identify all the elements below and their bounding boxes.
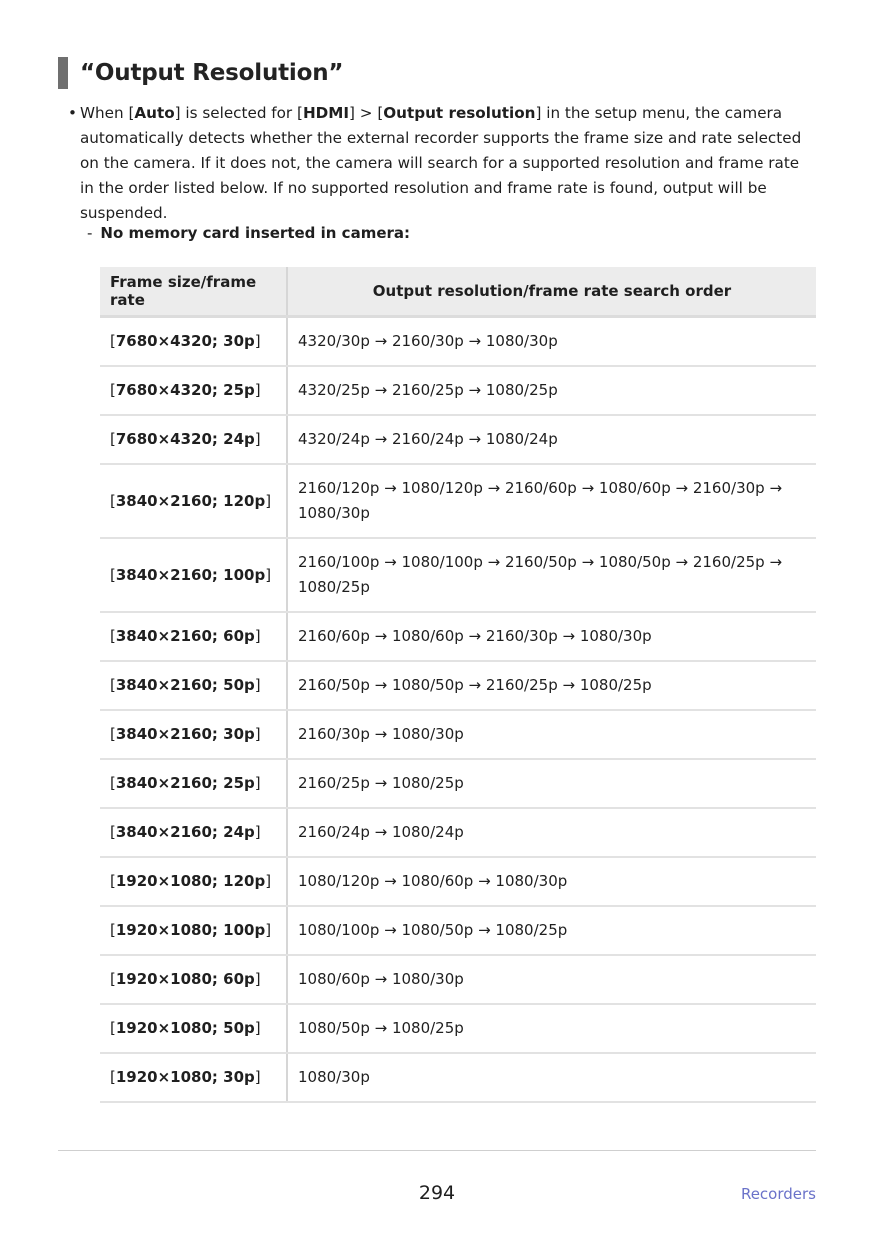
table-body bbox=[100, 317, 816, 1103]
frame-size-cell: [3840×2160; 60p] bbox=[100, 612, 287, 661]
bullet-text-segment: When [ bbox=[80, 104, 135, 122]
table-row bbox=[100, 612, 816, 661]
frame-size-cell: [3840×2160; 30p] bbox=[100, 710, 287, 759]
table-row bbox=[100, 366, 816, 415]
frame-size-value: 1920×1080; 100p bbox=[115, 921, 266, 939]
search-order-table bbox=[100, 267, 816, 1103]
search-order-cell: 2160/24p → 1080/24p bbox=[287, 808, 816, 857]
subheading-dash: - bbox=[87, 224, 93, 242]
bullet-paragraph bbox=[68, 101, 808, 226]
frame-size-cell: [1920×1080; 30p] bbox=[100, 1053, 287, 1102]
bullet-text-segment: ] in the setup menu, the camera automatically detects whether the external recorder supports the frame size and rate selected on the camera. If it does not, the camera will search for a supported resolution and frame rate in the order listed below. If no supported resolution and frame rate is found, output will be suspended. bbox=[80, 104, 802, 222]
frame-size-cell: [1920×1080; 50p] bbox=[100, 1004, 287, 1053]
menu-term: Auto bbox=[134, 104, 175, 122]
frame-size-value: 3840×2160; 120p bbox=[115, 491, 266, 510]
frame-size-value: 7680×4320; 24p bbox=[115, 430, 255, 448]
frame-size-value: 3840×2160; 24p bbox=[115, 823, 255, 841]
section-link-recorders[interactable]: Recorders bbox=[740, 1185, 816, 1203]
search-order-cell: 4320/25p → 2160/25p → 1080/25p bbox=[287, 366, 816, 415]
search-order-cell: 2160/60p → 1080/60p → 2160/30p → 1080/30p bbox=[287, 612, 816, 661]
frame-size-cell: [7680×4320; 24p] bbox=[100, 415, 287, 464]
frame-size-value: 3840×2160; 30p bbox=[115, 725, 255, 743]
heading-title: “Output Resolution” bbox=[80, 60, 344, 86]
table-header-row bbox=[100, 267, 816, 317]
search-order-cell: 4320/24p → 2160/24p → 1080/24p bbox=[287, 415, 816, 464]
menu-term: HDMI bbox=[302, 104, 350, 122]
search-order-cell: 1080/60p → 1080/30p bbox=[287, 955, 816, 1004]
menu-term: Output resolution bbox=[383, 104, 536, 122]
table-row bbox=[100, 808, 816, 857]
bullet-text bbox=[80, 101, 808, 226]
frame-size-value: 1920×1080; 50p bbox=[115, 1019, 255, 1037]
bullet-text-segment: ] > [ bbox=[349, 104, 384, 122]
search-order-cell: 1080/50p → 1080/25p bbox=[287, 1004, 816, 1053]
search-order-cell: 4320/30p → 2160/30p → 1080/30p bbox=[287, 317, 816, 367]
frame-size-value: 1920×1080; 60p bbox=[115, 970, 255, 988]
frame-size-cell: [3840×2160; 50p] bbox=[100, 661, 287, 710]
bullet-text-segment: ] is selected for [ bbox=[174, 104, 303, 122]
column-header-frame-size: Frame size/frame rate bbox=[100, 267, 287, 317]
frame-size-cell: [7680×4320; 25p] bbox=[100, 366, 287, 415]
table-row bbox=[100, 661, 816, 710]
frame-size-cell: [3840×2160; 120p] bbox=[100, 464, 287, 538]
frame-size-cell: [1920×1080; 60p] bbox=[100, 955, 287, 1004]
bullet-dot-icon: • bbox=[68, 104, 77, 122]
subheading bbox=[87, 222, 410, 244]
table-row bbox=[100, 759, 816, 808]
frame-size-value: 7680×4320; 25p bbox=[115, 381, 255, 399]
table-row bbox=[100, 464, 816, 538]
table-row bbox=[100, 710, 816, 759]
footer-divider bbox=[58, 1150, 816, 1151]
subheading-text: No memory card inserted in camera: bbox=[100, 224, 411, 242]
search-order-cell: 1080/30p bbox=[287, 1053, 816, 1102]
table-row bbox=[100, 538, 816, 612]
frame-size-value: 7680×4320; 30p bbox=[115, 332, 255, 350]
table-row bbox=[100, 1053, 816, 1102]
frame-size-cell: [3840×2160; 100p] bbox=[100, 538, 287, 612]
table-row bbox=[100, 955, 816, 1004]
section-heading bbox=[58, 56, 343, 90]
column-header-search-order: Output resolution/frame rate search order bbox=[287, 267, 816, 317]
frame-size-cell: [7680×4320; 30p] bbox=[100, 317, 287, 367]
frame-size-value: 3840×2160; 60p bbox=[115, 627, 255, 645]
frame-size-value: 1920×1080; 120p bbox=[115, 872, 266, 890]
search-order-cell: 2160/25p → 1080/25p bbox=[287, 759, 816, 808]
table-row bbox=[100, 906, 816, 955]
frame-size-value: 3840×2160; 50p bbox=[115, 676, 255, 694]
frame-size-cell: [3840×2160; 25p] bbox=[100, 759, 287, 808]
frame-size-value: 3840×2160; 100p bbox=[115, 565, 266, 584]
search-order-cell: 2160/30p → 1080/30p bbox=[287, 710, 816, 759]
search-order-cell: 2160/120p → 1080/120p → 2160/60p → 1080/60p → 2160/30p → 1080/30p bbox=[287, 464, 816, 538]
frame-size-cell: [1920×1080; 100p] bbox=[100, 906, 287, 955]
search-order-cell: 1080/120p → 1080/60p → 1080/30p bbox=[287, 857, 816, 906]
table-row bbox=[100, 1004, 816, 1053]
table-row bbox=[100, 857, 816, 906]
heading-accent-bar bbox=[58, 57, 68, 89]
frame-size-value: 1920×1080; 30p bbox=[115, 1068, 255, 1086]
table-row bbox=[100, 415, 816, 464]
search-order-cell: 1080/100p → 1080/50p → 1080/25p bbox=[287, 906, 816, 955]
table-row bbox=[100, 317, 816, 367]
page-number: 294 bbox=[418, 1182, 456, 1204]
frame-size-cell: [3840×2160; 24p] bbox=[100, 808, 287, 857]
frame-size-cell: [1920×1080; 120p] bbox=[100, 857, 287, 906]
search-order-cell: 2160/50p → 1080/50p → 2160/25p → 1080/25p bbox=[287, 661, 816, 710]
frame-size-value: 3840×2160; 25p bbox=[115, 774, 255, 792]
search-order-cell: 2160/100p → 1080/100p → 2160/50p → 1080/50p → 2160/25p → 1080/25p bbox=[287, 538, 816, 612]
